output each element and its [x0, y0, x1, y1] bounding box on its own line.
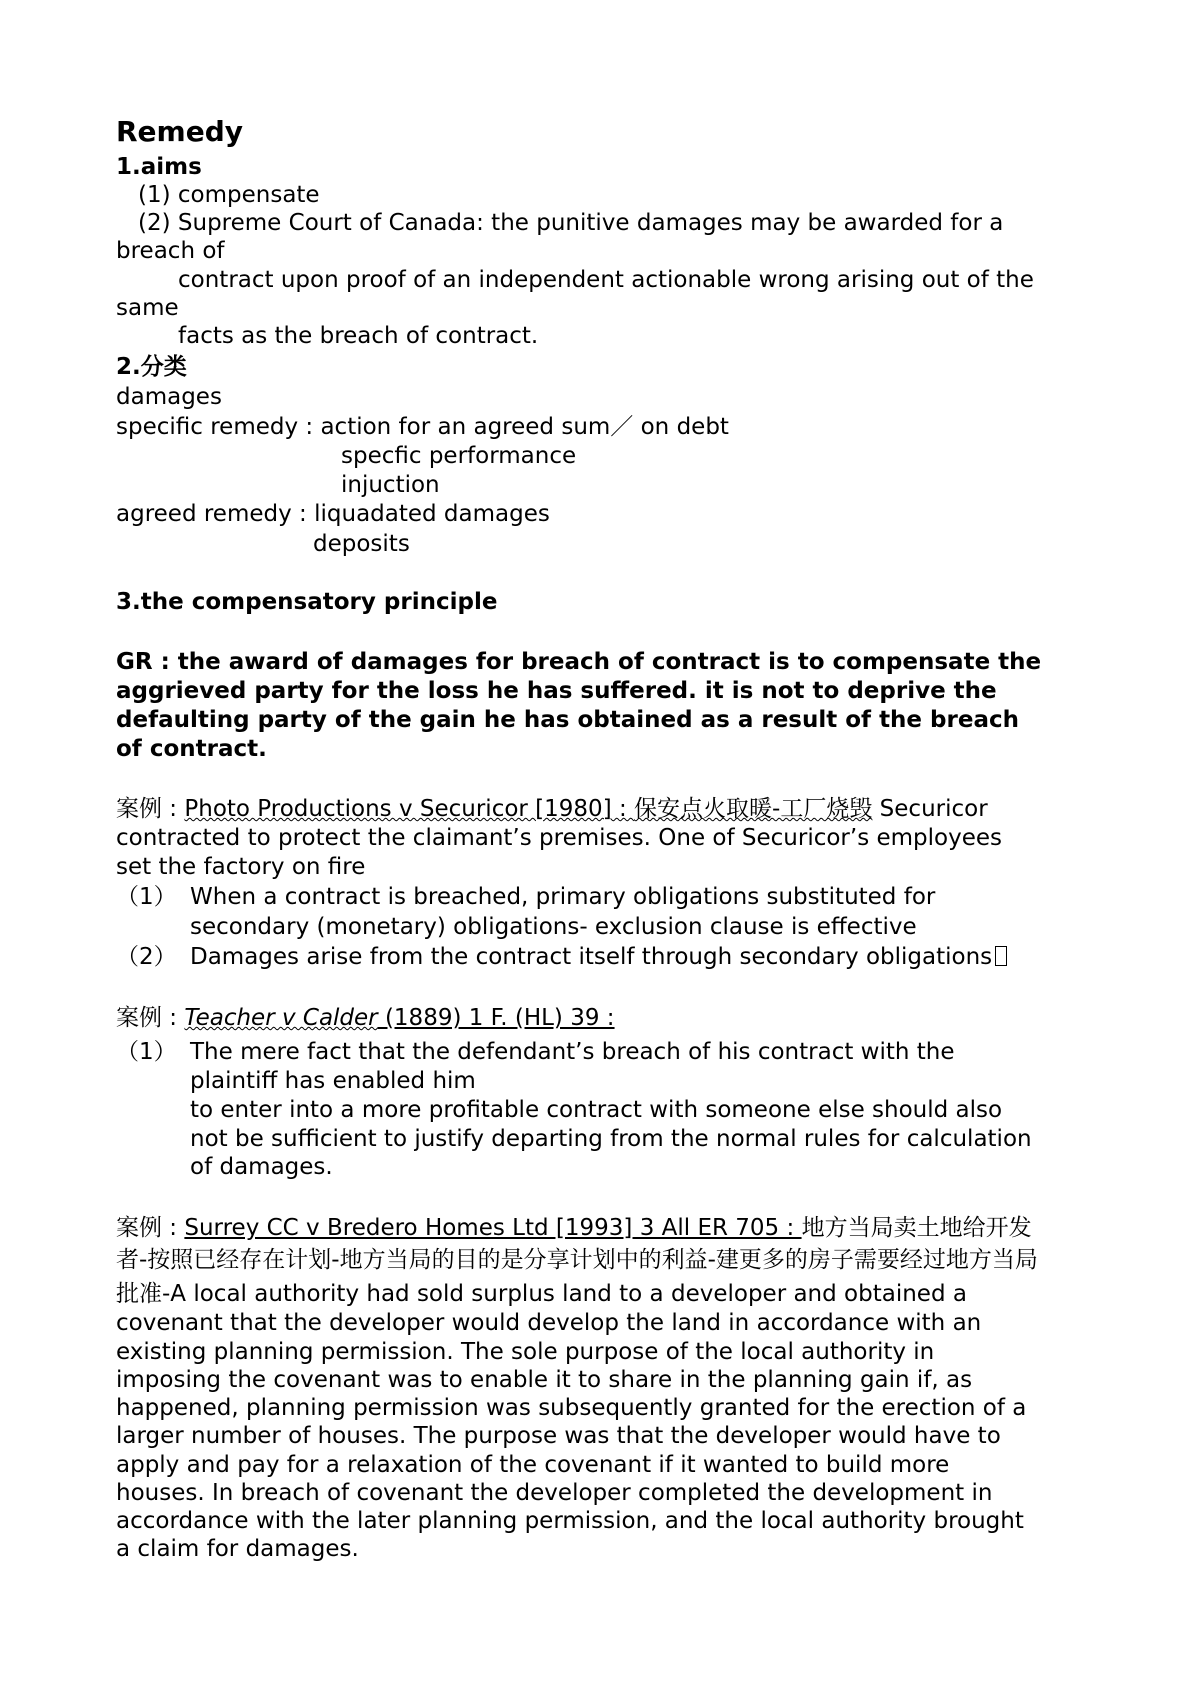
section-heading-classification: 2.分类	[116, 354, 187, 380]
general-rule-line-4: of contract.	[116, 736, 267, 762]
case-chinese-summary: 地方当局卖土地给开发	[801, 1215, 1032, 1241]
case-prefix: 案例 :	[116, 796, 185, 822]
case-teacher-calder-point-1-line-4: not be sufficient to justify departing from the normal rules for calculation	[190, 1126, 1032, 1152]
missing-glyph-box	[995, 946, 1007, 966]
general-rule-line-1: GR : the award of damages for breach of contract is to compensate the	[116, 649, 1042, 675]
case-surrey-line-8: larger number of houses. The purpose was that the developer would have to	[116, 1423, 1001, 1449]
case-surrey-line-1	[116, 1214, 1032, 1242]
section-heading-aims: 1.aims	[116, 154, 202, 180]
specific-remedy-label: specific remedy :	[116, 414, 321, 440]
aims-item-2-line-2: breach of	[116, 238, 225, 264]
point-text: The mere fact that the defendant’s breach of his contract with the	[190, 1039, 955, 1065]
case-surrey-line-7: happened, planning permission was subsequently granted for the erection of a	[116, 1395, 1027, 1421]
aims-item-1: (1) compensate	[138, 182, 320, 208]
case-surrey-line-2: 者-按照已经存在计划-地方当局的目的是分享计划中的利益-建更多的房子需要经过地方当局	[116, 1247, 1038, 1273]
case-teacher-calder-point-1-line-3: to enter into a more profitable contract with someone else should also	[190, 1097, 1003, 1123]
general-rule-line-3: defaulting party of the gain he has obtained as a result of the breach	[116, 707, 1019, 733]
point-number: （1）	[116, 884, 177, 910]
aims-item-2-line-1: (2) Supreme Court of Canada: the punitive damages may be awarded for a	[138, 210, 1004, 236]
case-surrey-line-5: existing planning permission. The sole purpose of the local authority in	[116, 1339, 935, 1365]
case-photo-productions-point-1	[116, 883, 935, 911]
agreed-remedy-item-2: deposits	[313, 531, 410, 557]
case-prefix: 案例 :	[116, 1005, 185, 1031]
case-citation-italic: Teacher v Calder	[184, 1005, 378, 1031]
case-teacher-calder-point-1-line-2: plaintiff has enabled him	[190, 1068, 476, 1094]
case-surrey-line-3	[116, 1280, 967, 1308]
case-surrey-line-9: apply and pay for a relaxation of the covenant if it wanted to build more	[116, 1452, 950, 1478]
general-rule-line-2: aggrieved party for the loss he has suffered. it is not to deprive the	[116, 678, 997, 704]
case-text: Securicor	[872, 796, 988, 822]
case-surrey-line-12: a claim for damages.	[116, 1536, 359, 1562]
specific-remedy-item-3: injuction	[341, 472, 440, 498]
aims-item-2-line-5: facts as the breach of contract.	[178, 323, 539, 349]
case-text: -A local authority had sold surplus land to a developer and obtained a	[162, 1281, 967, 1307]
document-title: Remedy	[116, 115, 244, 148]
point-number: （1）	[116, 1039, 177, 1065]
case-surrey-line-6: imposing the covenant was to enable it to share in the planning gain if, as	[116, 1367, 973, 1393]
case-chinese-summary: 保安点火取暖-工厂烧毁	[634, 796, 873, 822]
case-photo-productions-point-2	[116, 943, 1007, 971]
case-surrey-line-4: covenant that the developer would develop the land in accordance with an	[116, 1310, 982, 1336]
case-teacher-calder-point-1	[116, 1038, 955, 1066]
specific-remedy-item-2: specfic performance	[341, 443, 577, 469]
case-photo-productions-line-2: contracted to protect the claimant’s premises. One of Securicor’s employees	[116, 825, 1002, 851]
case-teacher-calder-line-1	[116, 1004, 615, 1032]
classification-specific-remedy	[116, 413, 729, 441]
case-citation: Photo Productions v Securicor [1980] :	[184, 796, 635, 822]
case-prefix: 案例 :	[116, 1215, 185, 1241]
aims-item-2-line-4: same	[116, 295, 179, 321]
aims-item-2-line-3: contract upon proof of an independent actionable wrong arising out of the	[178, 267, 1034, 293]
point-number: （2）	[116, 944, 177, 970]
case-chinese-summary-end: 批准	[116, 1281, 162, 1307]
case-surrey-line-11: accordance with the later planning permission, and the local authority brought	[116, 1508, 1024, 1534]
case-citation: (1889) 1 F. (HL) 39 :	[377, 1005, 615, 1031]
section-heading-compensatory-principle: 3.the compensatory principle	[116, 589, 498, 615]
agreed-remedy-label: agreed remedy :	[116, 501, 315, 527]
case-photo-productions-line-1	[116, 795, 988, 823]
classification-agreed-remedy	[116, 500, 550, 528]
case-teacher-calder-point-1-line-5: of damages.	[190, 1154, 333, 1180]
point-text: When a contract is breached, primary obligations substituted for	[190, 884, 936, 910]
agreed-remedy-item-1: liquadated damages	[314, 501, 550, 527]
specific-remedy-item-1: action for an agreed sum／ on debt	[320, 414, 729, 440]
case-photo-productions-point-1-line-2: secondary (monetary) obligations- exclusion clause is effective	[190, 914, 917, 940]
point-text: Damages arise from the contract itself through secondary obligations	[190, 944, 993, 970]
case-photo-productions-line-3: set the factory on fire	[116, 854, 366, 880]
case-citation: Surrey CC v Bredero Homes Ltd [1993] 3 All ER 705 :	[184, 1215, 802, 1241]
classification-damages: damages	[116, 384, 222, 410]
case-surrey-line-10: houses. In breach of covenant the developer completed the development in	[116, 1480, 993, 1506]
